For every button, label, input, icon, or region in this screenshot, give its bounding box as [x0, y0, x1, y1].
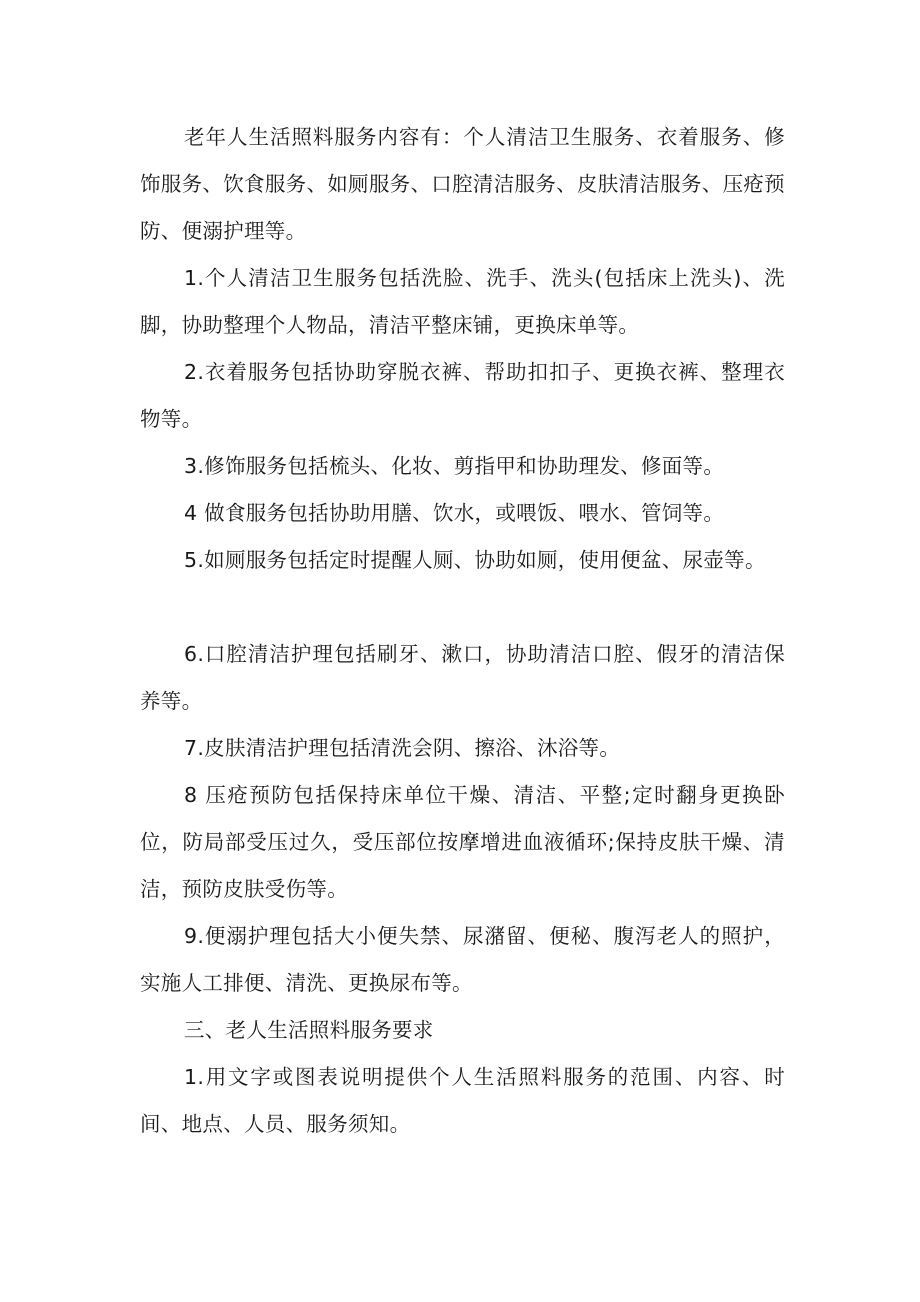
item-7-skin-care: 7.皮肤清洁护理包括清洗会阴、擦浴、沐浴等。 — [184, 736, 621, 760]
item-6-oral-care: 6.口腔清洁护理包括刷牙、漱口，协助清洁口腔、假牙的清洁保养等。 — [140, 642, 785, 713]
section-heading-requirements: 三、老人生活照料服务要求 — [184, 1018, 434, 1042]
document-body — [140, 114, 785, 1148]
item-1-personal-hygiene: 1.个人清洁卫生服务包括洗脸、洗手、洗头(包括床上洗头)、洗脚，协助整理个人物品，清洁平整床铺，更换床单等。 — [140, 266, 785, 337]
item-9-excretion-care: 9.便溺护理包括大小便失禁、尿潴留、便秘、腹泻老人的照护，实施人工排便、清洗、更换尿布等。 — [140, 924, 785, 995]
item-5-toileting: 5.如厕服务包括定时提醒人厕、协助如厕，使用便盆、尿壶等。 — [184, 548, 766, 572]
intro-paragraph: 老年人生活照料服务内容有：个人清洁卫生服务、衣着服务、修饰服务、饮食服务、如厕服务、口腔清洁服务、皮肤清洁服务、压疮预防、便溺护理等。 — [140, 125, 785, 243]
item-8-pressure-sore-prevention: 8 压疮预防包括保持床单位干燥、清洁、平整;定时翻身更换卧位，防局部受压过久，受压部位按摩增进血液循环;保持皮肤干燥、清洁，预防皮肤受伤等。 — [140, 783, 785, 901]
requirement-1: 1.用文字或图表说明提供个人生活照料服务的范围、内容、时间、地点、人员、服务须知。 — [140, 1065, 785, 1136]
item-3-grooming: 3.修饰服务包括梳头、化妆、剪指甲和协助理发、修面等。 — [184, 454, 725, 478]
item-2-dressing: 2.衣着服务包括协助穿脱衣裤、帮助扣扣子、更换衣裤、整理衣物等。 — [140, 360, 785, 431]
item-4-meals: 4 做食服务包括协助用膳、饮水，或喂饭、喂水、管饲等。 — [184, 501, 725, 525]
blank-line — [140, 584, 785, 631]
